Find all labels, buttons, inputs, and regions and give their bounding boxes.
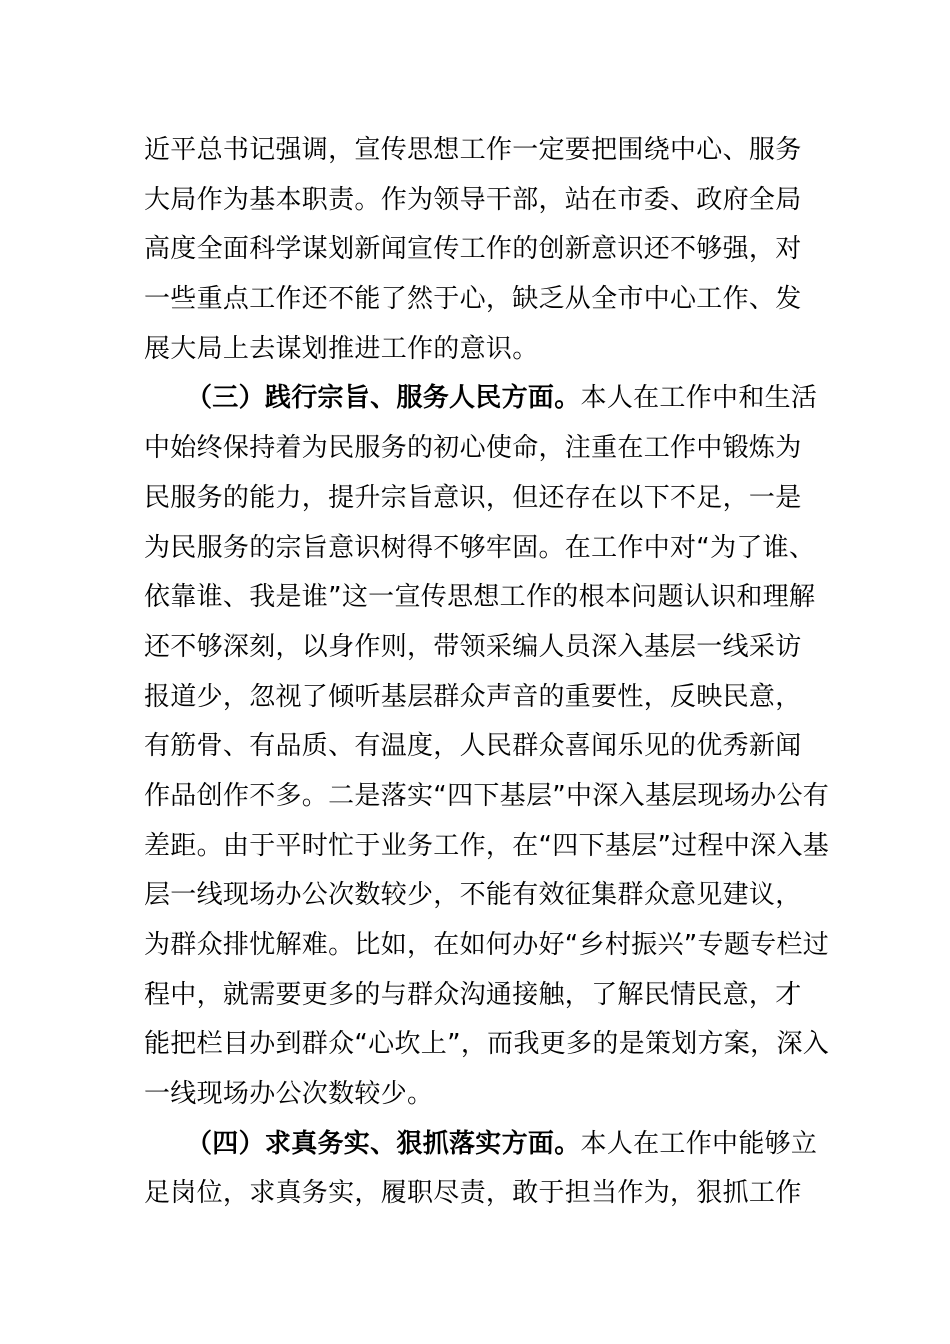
document-body xyxy=(144,126,830,1219)
paragraph-line: 有筋骨、有品质、有温度，人民群众喜闻乐见的优秀新闻 xyxy=(144,731,802,762)
section-4-heading: （四）求真务实、狠抓落实方面。 xyxy=(186,1128,581,1159)
section-3-first-line-text: 本人在工作中和生活 xyxy=(580,383,818,414)
paragraph-line: 还不够深刻，以身作则，带领采编人员深入基层一线采访 xyxy=(144,631,802,662)
paragraph-line: 为群众排忧解难。比如，在如何办好“乡村振兴”专题专栏过 xyxy=(144,930,830,960)
paragraph-line: 足岗位，求真务实，履职尽责，敢于担当作为，狠抓工作 xyxy=(144,1178,802,1209)
paragraph-line: 中始终保持着为民服务的初心使命，注重在工作中锻炼为 xyxy=(144,433,802,464)
paragraph-line: 大局作为基本职责。作为领导干部，站在市委、政府全局 xyxy=(144,184,802,215)
paragraph-line: 作品创作不多。二是落实“四下基层”中深入基层现场办公有 xyxy=(144,780,830,811)
paragraph-line: 程中，就需要更多的与群众沟通接触，了解民情民意，才 xyxy=(144,979,802,1010)
paragraph-line: 一线现场办公次数较少。 xyxy=(144,1079,434,1110)
section-3-first-line xyxy=(144,374,818,424)
paragraph-line: 近平总书记强调，宣传思想工作一定要把围绕中心、服务 xyxy=(144,135,802,165)
paragraph-line: 差距。由于平时忙于业务工作，在“四下基层”过程中深入基 xyxy=(144,830,830,861)
section-4-first-line xyxy=(144,1120,818,1170)
paragraph-line: 依靠谁、我是谁”这一宣传思想工作的根本问题认识和理解 xyxy=(144,582,816,613)
section-3-heading: （三）践行宗旨、服务人民方面。 xyxy=(186,383,581,414)
paragraph-line: 展大局上去谋划推进工作的意识。 xyxy=(144,333,539,364)
paragraph-line: 一些重点工作还不能了然于心，缺乏从全市中心工作、发 xyxy=(144,284,802,315)
section-4-first-line-text: 本人在工作中能够立 xyxy=(580,1128,818,1159)
paragraph-line: 为民服务的宗旨意识树得不够牢固。在工作中对“为了谁、 xyxy=(144,532,816,563)
paragraph-line: 报道少，忽视了倾听基层群众声音的重要性，反映民意， xyxy=(144,681,802,712)
paragraph-line: 民服务的能力，提升宗旨意识，但还存在以下不足，一是 xyxy=(144,482,802,513)
paragraph-line: 高度全面科学谋划新闻宣传工作的创新意识还不够强，对 xyxy=(144,234,802,265)
paragraph-line: 能把栏目办到群众“心坎上”，而我更多的是策划方案，深入 xyxy=(144,1029,830,1060)
paragraph-line: 层一线现场办公次数较少，不能有效征集群众意见建议， xyxy=(144,880,802,911)
